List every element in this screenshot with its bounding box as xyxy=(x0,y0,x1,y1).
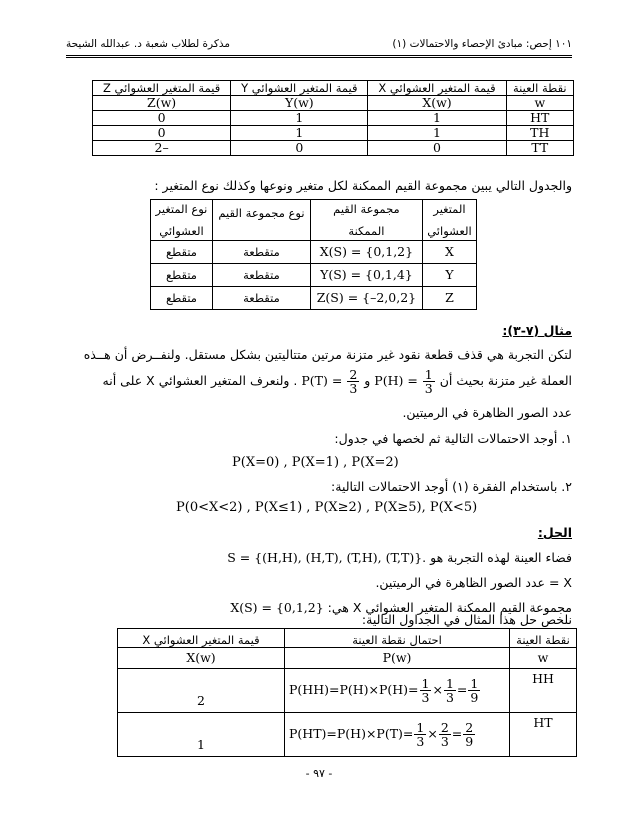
paragraph-intro: والجدول التالي يبين مجموعة القيم الممكنة لكل متغير ونوعها وكذلك نوع المتغير : xyxy=(154,178,572,193)
table-cell: 0 xyxy=(93,126,231,141)
table-cell: X xyxy=(422,241,476,264)
example-line-2 xyxy=(103,368,572,395)
sample-space-expression: S = {(H,H), (H,T), (T,H), (T,T)}. xyxy=(227,550,427,565)
header-right: ١٠١ إحص: مبادئ الإحصاء والاحتمالات (١) xyxy=(392,38,572,50)
example-line-2-text-b: . ولنعرف المتغير العشوائي X على أنه xyxy=(102,373,298,388)
numerator: 1 xyxy=(421,676,430,691)
header-cell xyxy=(310,200,422,241)
denominator: 9 xyxy=(470,690,479,705)
example-line-2-text-a: العملة غير متزنة بحيث أن xyxy=(439,373,572,388)
table-cell: 0 xyxy=(368,141,506,156)
table-row xyxy=(93,111,574,126)
fraction xyxy=(420,677,432,704)
header-cell: Z(w) xyxy=(93,96,231,111)
table-row xyxy=(151,264,477,287)
header-cell: X(w) xyxy=(368,96,506,111)
table-cell: متقطع xyxy=(151,264,213,287)
table-cell: 1 xyxy=(231,126,368,141)
solution-line-1 xyxy=(227,550,572,565)
denominator: 3 xyxy=(421,690,430,705)
numerator: 1 xyxy=(416,720,425,735)
solution-table xyxy=(117,628,577,757)
table-cell: –2 xyxy=(93,141,231,156)
solution-line-1-text: فضاء العينة لهذه التجربة هو xyxy=(430,550,572,565)
header-cell: احتمال نقطة العينة xyxy=(285,629,510,648)
pt-label: P(T) = xyxy=(301,373,343,388)
table-row xyxy=(118,669,577,713)
question-2-expression: P(0<X<2) , P(X≤1) , P(X≥2) , P(X≥5), P(X<5) xyxy=(176,500,478,515)
probability-cell xyxy=(285,669,510,713)
fraction xyxy=(414,721,426,748)
fraction xyxy=(439,721,451,748)
table-cell: 2 xyxy=(118,669,285,713)
header-cell: نقطة العينة xyxy=(506,81,573,96)
table-header-row xyxy=(118,648,577,669)
header-line: العشوائي xyxy=(159,224,204,238)
numerator: 1 xyxy=(424,367,433,382)
header-cell: قيمة المتغير العشوائي X xyxy=(368,81,506,96)
table-cell: HT xyxy=(506,111,573,126)
table-cell: HH xyxy=(510,669,577,713)
table-cell: متقطعة xyxy=(212,264,310,287)
table-cell: 1 xyxy=(368,126,506,141)
table-cell: Y xyxy=(422,264,476,287)
question-1: ١. أوجد الاحتمالات التالية ثم لخصها في جدول: xyxy=(334,431,572,446)
numerator: 1 xyxy=(445,676,454,691)
equals-sign: = xyxy=(456,682,468,697)
times-sign: × xyxy=(427,726,438,741)
table-header-row xyxy=(151,200,477,241)
header-cell xyxy=(422,200,476,241)
solution-line-4: نلخص حل هذا المثال في الجداول التالية: xyxy=(361,612,572,627)
table-cell: Z xyxy=(422,287,476,310)
header-cell: قيمة المتغير العشوائي Z xyxy=(93,81,231,96)
types-table xyxy=(150,199,477,310)
numerator: 2 xyxy=(349,367,358,382)
example-line-1: لتكن التجربة هي قذف قطعة نقود غير متزنة مرتين متتاليتين بشكل مستقل. ولنفــرض أن هــذه xyxy=(83,347,572,362)
probability-cell xyxy=(285,713,510,757)
table-row xyxy=(93,126,574,141)
table-row xyxy=(93,141,574,156)
header-cell: نقطة العينة xyxy=(510,629,577,648)
example-line-3: عدد الصور الظاهرة في الرميتين. xyxy=(402,405,572,420)
table-row xyxy=(151,287,477,310)
header-cell: نوع مجموعة القيم xyxy=(212,200,310,241)
header-cell: X(w) xyxy=(118,648,285,669)
table-cell: 1 xyxy=(118,713,285,757)
header-cell: w xyxy=(510,648,577,669)
table-cell: TT xyxy=(506,141,573,156)
fraction xyxy=(468,677,480,704)
table-header-row xyxy=(118,629,577,648)
table-header-row xyxy=(93,81,574,96)
ph-expression xyxy=(374,368,435,395)
header-rule-2 xyxy=(66,57,572,58)
header-cell: قيمة المتغير العشوائي Y xyxy=(231,81,368,96)
probability-expression: P(HH)=P(H)×P(H)= xyxy=(289,682,419,697)
header-line: الممكنة xyxy=(348,224,385,238)
table-cell: HT xyxy=(510,713,577,757)
denominator: 3 xyxy=(416,734,425,749)
table-cell: 1 xyxy=(231,111,368,126)
probability-expression: P(HT)=P(H)×P(T)= xyxy=(289,726,414,741)
and-word: و xyxy=(364,373,371,388)
header-cell: P(w) xyxy=(285,648,510,669)
equals-sign: = xyxy=(451,726,463,741)
denominator: 3 xyxy=(440,734,449,749)
question-1-expression: P(X=0) , P(X=1) , P(X=2) xyxy=(232,455,399,470)
table-header-row xyxy=(93,96,574,111)
table-cell: 0 xyxy=(93,111,231,126)
header-cell: قيمة المتغير العشوائي X xyxy=(118,629,285,648)
value-set-expression: X(S) = {0,1,2} xyxy=(230,600,324,615)
header-line: المتغير xyxy=(433,202,466,216)
header-line: العشوائي xyxy=(427,224,472,238)
table-row xyxy=(118,713,577,757)
numerator: 2 xyxy=(465,720,474,735)
fraction xyxy=(423,368,435,395)
table-row xyxy=(151,241,477,264)
header-line: مجموعة القيم xyxy=(333,202,400,216)
table-cell: 1 xyxy=(368,111,506,126)
fraction xyxy=(463,721,475,748)
table-cell: 0 xyxy=(231,141,368,156)
denominator: 3 xyxy=(424,381,433,396)
pt-expression xyxy=(301,368,360,395)
header-cell: w xyxy=(506,96,573,111)
table-cell: X(S) = {0,1,2} xyxy=(310,241,422,264)
times-sign: × xyxy=(432,682,443,697)
values-table xyxy=(92,80,574,156)
table-cell: Z(S) = {–2,0,2} xyxy=(310,287,422,310)
table-cell: متقطع xyxy=(151,287,213,310)
denominator: 9 xyxy=(465,734,474,749)
solution-line-3-text: مجموعة القيم الممكنة المتغير العشوائي X هي: xyxy=(327,600,572,615)
header-left: مذكرة لطلاب شعبة د. عبدالله الشيحة xyxy=(66,38,230,50)
table-cell: متقطع xyxy=(151,241,213,264)
numerator: 2 xyxy=(440,720,449,735)
denominator: 3 xyxy=(445,690,454,705)
table-cell: Y(S) = {0,1,4} xyxy=(310,264,422,287)
header-cell: Y(w) xyxy=(231,96,368,111)
numerator: 1 xyxy=(470,676,479,691)
solution-line-2: X = عدد الصور الظاهرة في الرميتين. xyxy=(375,575,572,590)
ph-label: P(H) = xyxy=(374,373,418,388)
header-rule xyxy=(66,55,572,56)
table-cell: TH xyxy=(506,126,573,141)
header-line: نوع المتغير xyxy=(155,202,208,216)
page-header xyxy=(66,36,572,54)
denominator: 3 xyxy=(349,381,358,396)
fraction xyxy=(444,677,456,704)
page-number: - ٩٧ - xyxy=(305,767,333,780)
table-cell: متقطعة xyxy=(212,287,310,310)
example-title: مثال (٧-٣): xyxy=(502,323,572,338)
fraction xyxy=(347,368,359,395)
question-2: ٢. باستخدام الفقرة (١) أوجد الاحتمالات التالية: xyxy=(331,479,572,494)
solution-title: الحل: xyxy=(537,525,572,540)
header-cell xyxy=(151,200,213,241)
table-cell: متقطعة xyxy=(212,241,310,264)
